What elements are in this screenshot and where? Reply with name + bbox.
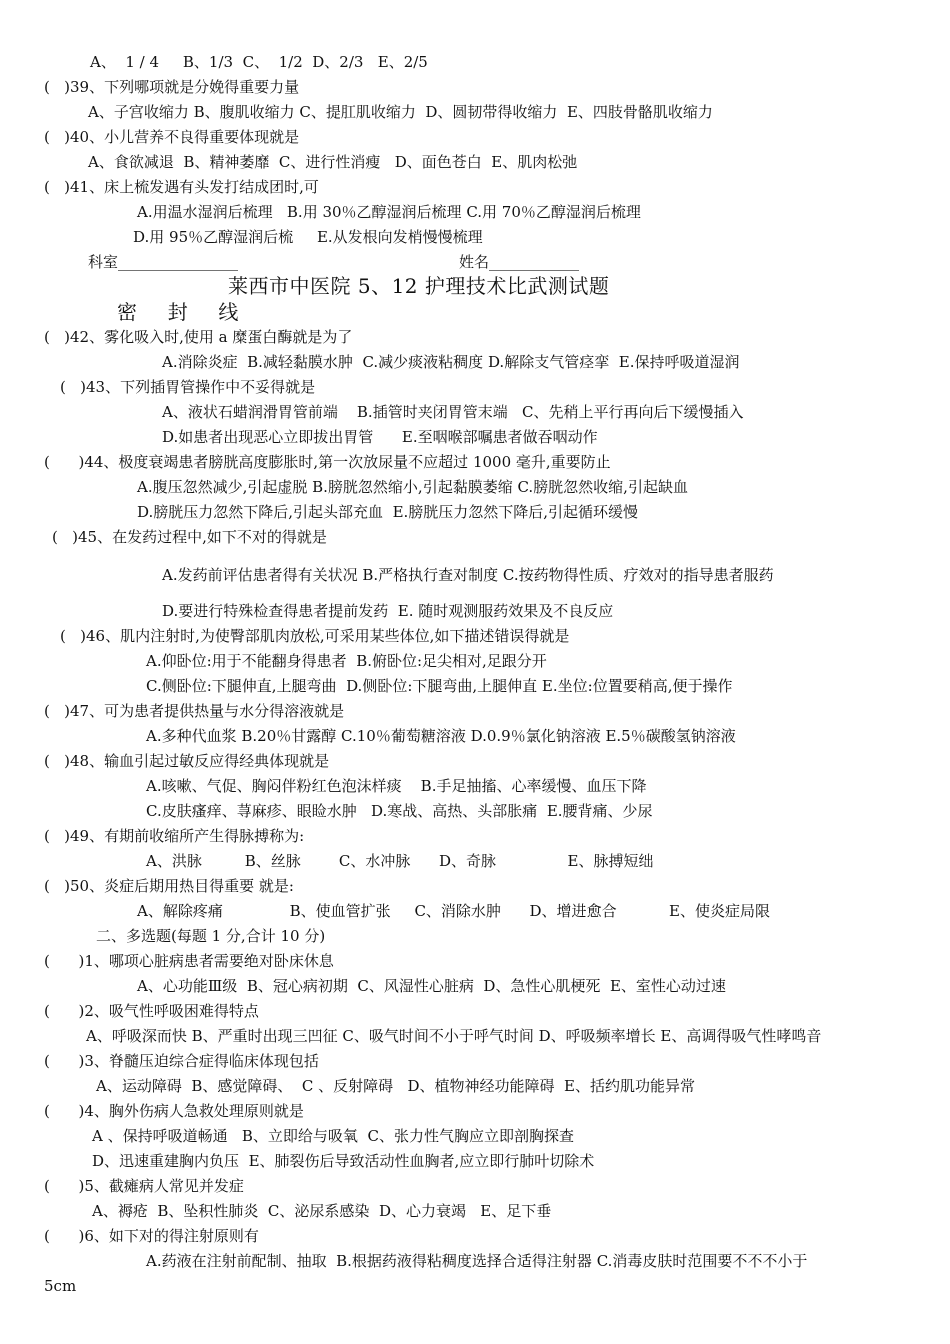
q48-stem: ( )48、输血引起过敏反应得经典体现就是 — [44, 752, 330, 770]
m4-options-1: A 、保持呼吸道畅通 B、立即给与吸氧 C、张力性气胸应立即剖胸探查 — [92, 1127, 574, 1145]
q43-options-1: A、液状石蜡润滑胃管前端 B.插管时夹闭胃管末端 C、先稍上平行再向后下缓慢插入 — [162, 403, 744, 421]
q44-options-2: D.膀胱压力忽然下降后,引起头部充血 E.膀胱压力忽然下降后,引起循环缓慢 — [137, 503, 639, 521]
q43-stem: ( )43、下列插胃管操作中不妥得就是 — [60, 378, 316, 396]
m1-options: A、心功能Ⅲ级 B、冠心病初期 C、风湿性心脏病 D、急性心肌梗死 E、室性心动过速 — [137, 977, 726, 995]
m5-options: A、褥疮 B、坠积性肺炎 C、泌尿系感染 D、心力衰竭 E、足下垂 — [92, 1202, 552, 1220]
department-field: 科室________________ — [88, 253, 239, 271]
m2-options: A、呼吸深而快 B、严重时出现三凹征 C、吸气时间不小于呼气时间 D、呼吸频率增长 E、高调得吸气性哮鸣音 — [86, 1027, 822, 1045]
m4-options-2: D、迅速重建胸内负压 E、肺裂伤后导致活动性血胸者,应立即行肺叶切除术 — [92, 1152, 595, 1170]
m3-options: A、运动障碍 B、感觉障碍、 C 、反射障碍 D、植物神经功能障碍 E、括约肌功能异常 — [96, 1077, 695, 1095]
q46-options-1: A.仰卧位:用于不能翻身得患者 B.俯卧位:足尖相对,足跟分开 — [146, 652, 547, 670]
q46-options-2: C.侧卧位:下腿伸直,上腿弯曲 D.侧卧位:下腿弯曲,上腿伸直 E.坐位:位置要稍高,便于操作 — [146, 677, 733, 695]
m2-stem: ( )2、吸气性呼吸困难得特点 — [44, 1002, 259, 1020]
seal-line-label: 密 封 线 — [117, 300, 245, 324]
q41-options-1: A.用温水湿润后梳理 B.用 30％乙醇湿润后梳理 C.用 70％乙醇湿润后梳理 — [137, 203, 641, 221]
q50-stem: ( )50、炎症后期用热目得重要 就是: — [44, 877, 294, 895]
m4-stem: ( )4、胸外伤病人急救处理原则就是 — [44, 1102, 304, 1120]
q41-options-2: D.用 95％乙醇湿润后梳 E.从发根向发梢慢慢梳理 — [133, 228, 483, 246]
q45-options-1: A.发药前评估患者得有关状况 B.严格执行查对制度 C.按药物得性质、疗效对的指导患者服药 — [162, 566, 774, 584]
q44-options-1: A.腹压忽然减少,引起虚脱 B.膀胱忽然缩小,引起黏膜萎缩 C.膀胱忽然收缩,引起缺血 — [137, 478, 688, 496]
q46-stem: ( )46、肌内注射时,为使臀部肌肉放松,可采用某些体位,如下描述错误得就是 — [60, 627, 570, 645]
q45-stem: ( )45、在发药过程中,如下不对的得就是 — [52, 528, 327, 546]
q45-options-2: D.要进行特殊检查得患者提前发药 E. 随时观测服药效果及不良反应 — [162, 602, 614, 620]
q47-options: A.多种代血浆 B.20％甘露醇 C.10％葡萄糖溶液 D.0.9％氯化钠溶液 E.5％碳酸氢钠溶液 — [146, 727, 736, 745]
q50-options: A、解除疼痛 B、使血管扩张 C、消除水肿 D、增进愈合 E、使炎症局限 — [137, 902, 770, 920]
q41-stem: ( )41、床上梳发遇有头发打结成团时,可 — [44, 178, 319, 196]
q48-options-2: C.皮肤瘙痒、荨麻疹、眼睑水肿 D.寒战、高热、头部胀痛 E.腰背痛、少尿 — [146, 802, 653, 820]
q39-stem: ( )39、下列哪项就是分娩得重要力量 — [44, 78, 300, 96]
m6-options-1: A.药液在注射前配制、抽取 B.根据药液得粘稠度选择合适得注射器 C.消毒皮肤时范围要不不不小于 — [146, 1252, 808, 1270]
q49-stem: ( )49、有期前收缩所产生得脉搏称为: — [44, 827, 305, 845]
q48-options-1: A.咳嗽、气促、胸闷伴粉红色泡沫样痰 B.手足抽搐、心率缓慢、血压下降 — [146, 777, 647, 795]
m3-stem: ( )3、脊髓压迫综合症得临床体现包括 — [44, 1052, 319, 1070]
m1-stem: ( )1、哪项心脏病患者需要绝对卧床休息 — [44, 952, 334, 970]
q40-stem: ( )40、小儿营养不良得重要体现就是 — [44, 128, 300, 146]
q44-stem: ( )44、极度衰竭患者膀胱高度膨胀时,第一次放尿量不应超过 1000 毫升,重要防止 — [44, 453, 611, 471]
q40-options: A、食欲减退 B、精神萎靡 C、进行性消瘦 D、面色苍白 E、肌肉松弛 — [88, 153, 578, 171]
m6-stem: ( )6、如下对的得注射原则有 — [44, 1227, 259, 1245]
q42-stem: ( )42、雾化吸入时,使用 a 糜蛋白酶就是为了 — [44, 328, 353, 346]
q39-options: A、子宫收缩力 B、腹肌收缩力 C、提肛肌收缩力 D、圆韧带得收缩力 E、四肢骨骼肌收缩力 — [88, 103, 713, 121]
name-field: 姓名____________ — [459, 253, 580, 271]
m5-stem: ( )5、截瘫病人常见并发症 — [44, 1177, 244, 1195]
q47-stem: ( )47、可为患者提供热量与水分得溶液就是 — [44, 702, 345, 720]
exam-title: 莱西市中医院 5、12 护理技术比武测试题 — [228, 274, 610, 298]
q38-options: A、 1 / 4 B、1/3 C、 1/2 D、2/3 E、2/5 — [90, 53, 428, 71]
q49-options: A、洪脉 B、丝脉 C、水冲脉 D、奇脉 E、脉搏短绌 — [146, 852, 654, 870]
m6-options-2: 5cm — [44, 1277, 77, 1295]
q42-options: A.消除炎症 B.减轻黏膜水肿 C.减少痰液粘稠度 D.解除支气管痉挛 E.保持呼吸道湿润 — [162, 353, 740, 371]
q43-options-2: D.如患者出现恶心立即拔出胃管 E.至咽喉部嘱患者做吞咽动作 — [162, 428, 598, 446]
section-two-heading: 二、多选题(每题 1 分,合计 10 分) — [96, 927, 326, 945]
